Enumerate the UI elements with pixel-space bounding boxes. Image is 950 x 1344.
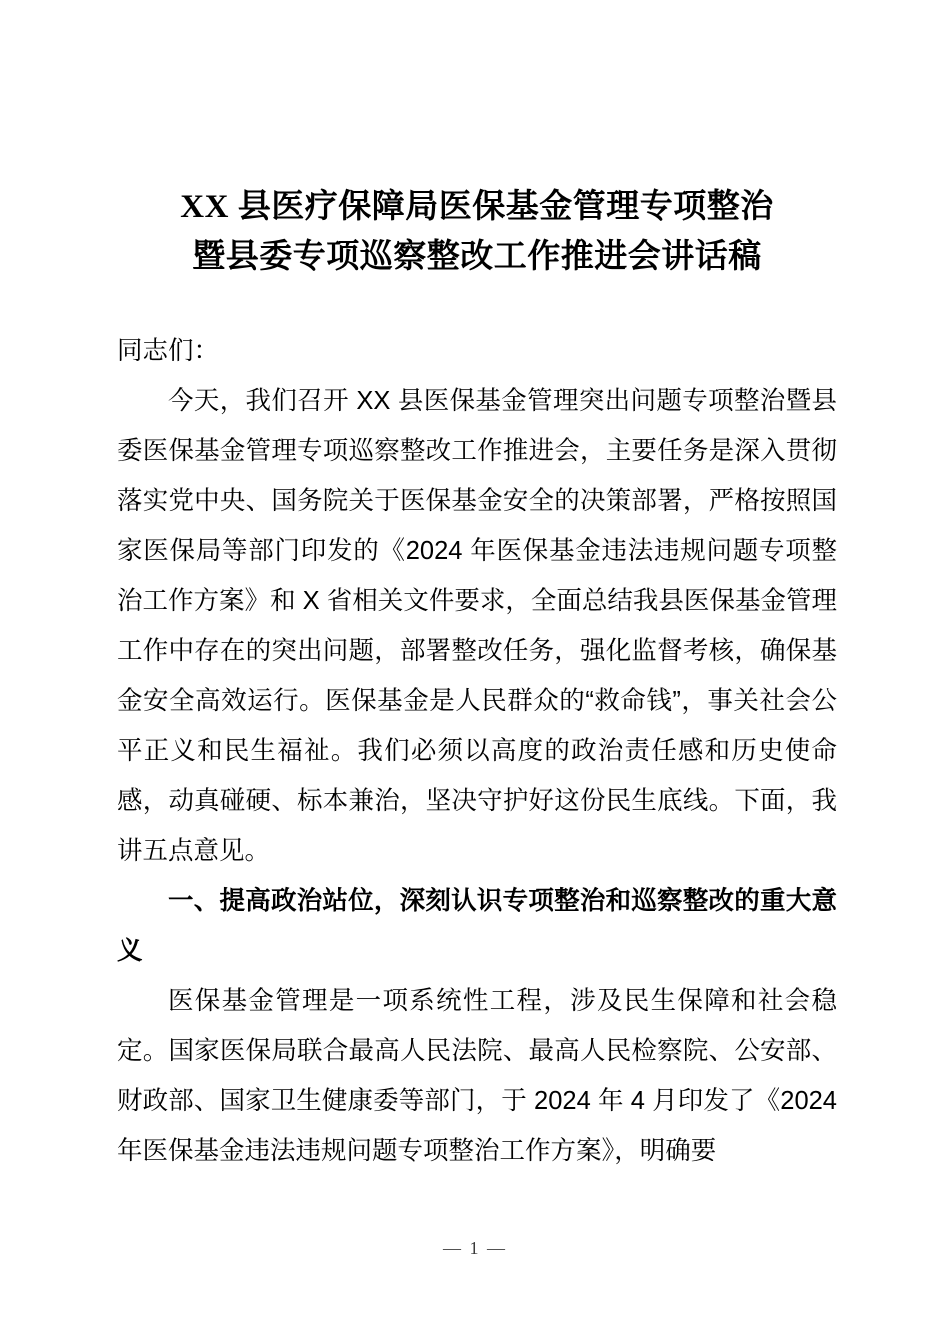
salutation: 同志们： <box>117 337 220 365</box>
body-text-block <box>117 326 837 1176</box>
page-title <box>117 0 837 282</box>
paragraph-opening: 今天，我们召开 XX 县医保基金管理突出问题专项整治暨县委医保基金管理专项巡察整改工作推进会，主要任务是深入贯彻落实党中央、国务院关于医保基金安全的决策部署，严格按照国家医保局等部门印发的《2024 年医保基金违法违规问题专项整治工作方案》和 X 省相关文件要求，全面总结我县医保基金管理工作中存在的突出问题，部署整改任务，强化监督考核，确保基金安全高效运行。医保基金是人民群众的“救命钱”，事关社会公平正义和民生福祉。我们必须以高度的政治责任感和历史使命感，动真碰硬、标本兼治，坚决守护好这份民生底线。下面，我讲五点意见。 <box>117 387 837 865</box>
paragraph-section-one-body: 医保基金管理是一项系统性工程，涉及民生保障和社会稳定。国家医保局联合最高人民法院、最高人民检察院、公安部、财政部、国家卫生健康委等部门，于 2024 年 4 月印发了《2024 年医保基金违法违规问题专项整治工作方案》，明确要 <box>117 987 837 1165</box>
section-heading-one: 一、提高政治站位，深刻认识专项整治和巡察整改的重大意义 <box>117 887 837 965</box>
page-number-footer: — 1 — <box>443 1238 507 1258</box>
page-title-line-2: 暨县委专项巡察整改工作推进会讲话稿 <box>192 239 762 275</box>
document-body <box>117 0 837 1176</box>
page-title-line-1: XX 县医疗保障局医保基金管理专项整治 <box>180 189 774 225</box>
